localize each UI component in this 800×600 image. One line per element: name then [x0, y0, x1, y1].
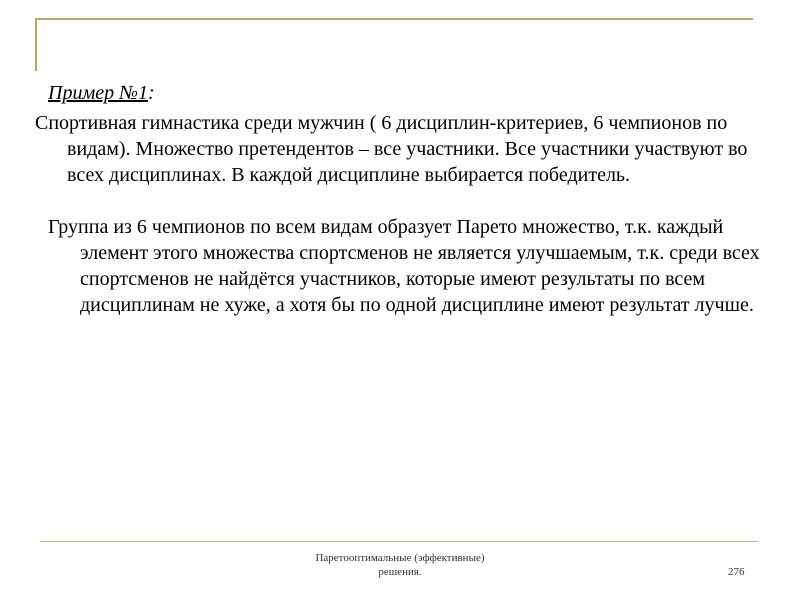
page-number: 276 [728, 566, 745, 578]
footer-title-line1: Паретооптимальные (эффективные) [315, 552, 485, 564]
paragraph-gymnastics: Спортивная гимнастика среди мужчин ( 6 дисциплин-критериев, 6 чемпионов по видам). Множество претендентов – все участники. Все участники участвуют во всех дисциплинах. В каждой дисциплине выбирается победитель. [35, 112, 748, 186]
footer-title [280, 551, 520, 579]
slide-frame-left-border [35, 18, 37, 71]
example-heading-text: Пример №1 [48, 82, 148, 104]
example-heading [48, 80, 768, 106]
footer-divider [40, 541, 758, 542]
footer-title-line2: решения. [378, 566, 422, 578]
paragraph-pareto-set: Группа из 6 чемпионов по всем видам образует Парето множество, т.к. каждый элемент этого множества спортсменов не является улучшаемым, т.к. среди всех спортсменов не найдётся участников, которые имеют результаты по всем дисциплинам не хуже, а хотя бы по одной дисциплине имеют результат лучше. [48, 216, 760, 316]
slide-frame-top-border [35, 18, 753, 20]
slide-content [35, 80, 768, 318]
example-heading-colon: : [147, 82, 155, 104]
